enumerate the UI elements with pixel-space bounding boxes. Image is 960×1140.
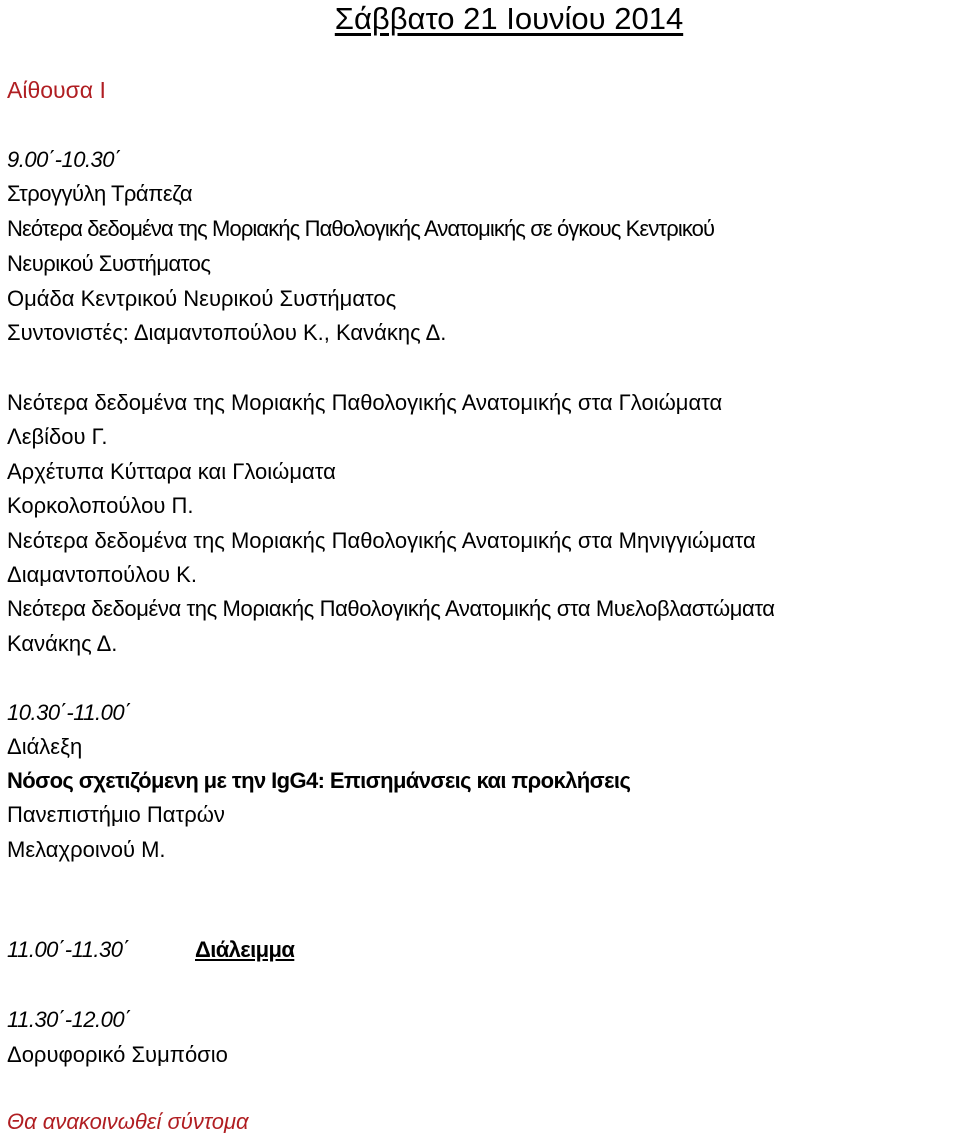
break-label: Διάλειμμα	[195, 937, 295, 962]
talk4-speaker: Κανάκης Δ.	[7, 631, 118, 656]
session3-type: Δορυφορικό Συμπόσιο	[7, 1042, 228, 1067]
talk2-speaker: Κορκολοπούλου Π.	[7, 493, 194, 518]
session2-time: 10.30΄-11.00΄	[7, 700, 131, 725]
session1-title-line1: Νεότερα δεδομένα της Μοριακής Παθολογικής Ανατομικής σε όγκους Κεντρικού	[7, 216, 715, 241]
session1-title-line2: Νευρικού Συστήματος	[7, 251, 211, 276]
session2-type: Διάλεξη	[7, 734, 83, 759]
break-time: 11.00΄-11.30΄	[7, 937, 130, 962]
talk4-title: Νεότερα δεδομένα της Μοριακής Παθολογικής Ανατομικής στα Μυελοβλαστώματα	[7, 596, 775, 621]
session3-time: 11.30΄-12.00΄	[7, 1007, 131, 1032]
room-label: Αίθουσα Ι	[7, 77, 106, 103]
talk2-title: Αρχέτυπα Κύτταρα και Γλοιώματα	[7, 459, 336, 484]
session1-group: Ομάδα Κεντρικού Νευρικού Συστήματος	[7, 286, 397, 311]
session2-title: Νόσος σχετιζόμενη με την IgG4: Επισημάνσεις και προκλήσεις	[7, 768, 631, 793]
page-title: Σάββατο 21 Ιουνίου 2014	[334, 1, 684, 36]
talk1-title: Νεότερα δεδομένα της Μοριακής Παθολογικής Ανατομικής στα Γλοιώματα	[7, 390, 723, 415]
session3-note: Θα ανακοινωθεί σύντομα	[7, 1109, 249, 1134]
session1-coordinators: Συντονιστές: Διαμαντοπούλου Κ., Κανάκης Δ.	[7, 320, 447, 345]
session1-type: Στρογγύλη Τράπεζα	[7, 181, 193, 206]
session2-speaker: Μελαχροινού Μ.	[7, 837, 166, 862]
talk1-speaker: Λεβίδου Γ.	[7, 424, 108, 449]
session2-affiliation: Πανεπιστήμιο Πατρών	[7, 802, 225, 827]
talk3-title: Νεότερα δεδομένα της Μοριακής Παθολογικής Ανατομικής στα Μηνιγγιώματα	[7, 528, 756, 553]
session1-time: 9.00΄-10.30΄	[7, 147, 121, 172]
talk3-speaker: Διαμαντοπούλου Κ.	[7, 562, 197, 587]
